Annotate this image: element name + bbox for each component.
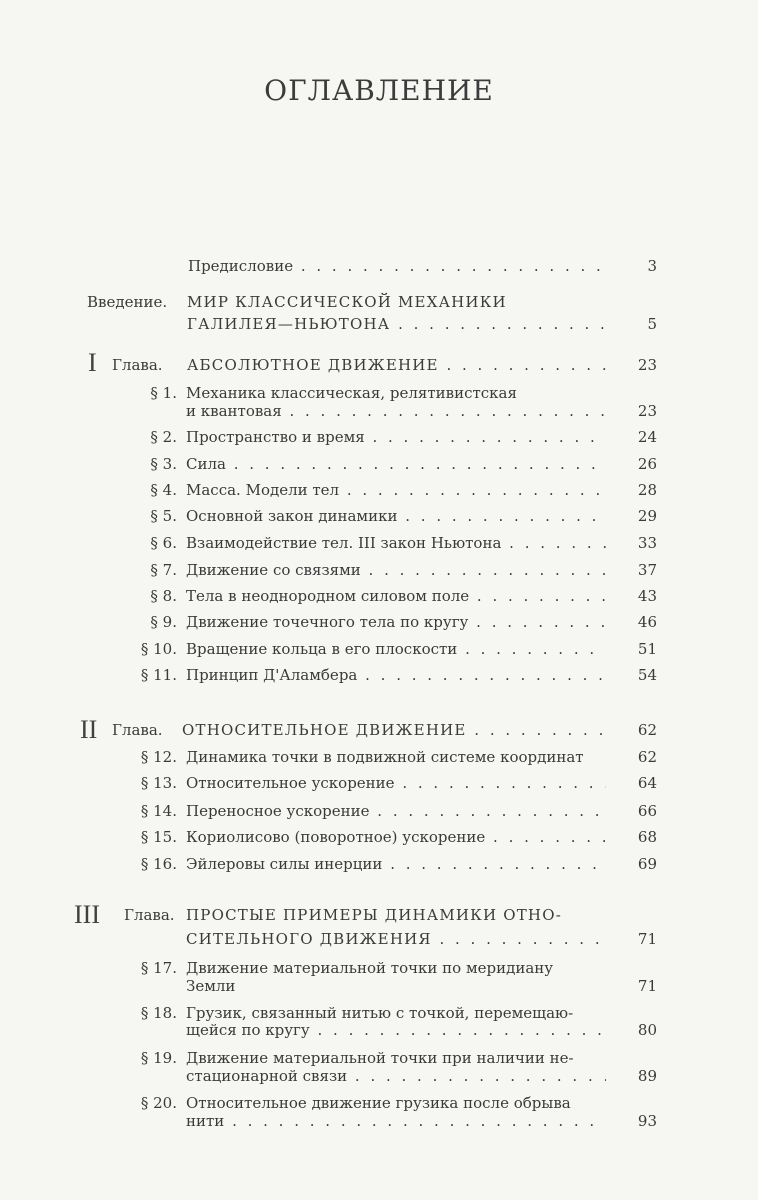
page-number: 62 — [637, 748, 657, 766]
section-entry — [186, 802, 606, 820]
chapter-title: АБСОЛЮТНОЕ ДВИЖЕНИЕ — [187, 356, 439, 374]
page-number: 62 — [637, 721, 657, 739]
page-number: 64 — [637, 774, 657, 792]
section-entry — [186, 507, 606, 525]
section-entry — [186, 640, 606, 658]
section-number: § 4. — [150, 481, 177, 499]
section-title: Вращение кольца в его плоскости — [186, 640, 458, 658]
page-number: 71 — [637, 930, 657, 948]
section-entry — [186, 828, 606, 846]
page-number: 68 — [637, 828, 657, 846]
page-number: 24 — [637, 428, 657, 446]
chapter-heading — [182, 721, 607, 739]
page-number: 66 — [637, 802, 657, 820]
section-title: Основной закон динамики — [186, 507, 398, 525]
section-number: § 14. — [140, 802, 177, 820]
chapter-numeral: II — [80, 715, 98, 744]
chapter-title: ОТНОСИТЕЛЬНОЕ ДВИЖЕНИЕ — [182, 721, 467, 739]
page-number: 93 — [637, 1112, 657, 1130]
entry-label: Предисловие — [188, 257, 294, 275]
page-number: 80 — [637, 1021, 657, 1039]
section-entry — [186, 1021, 606, 1039]
chapter-label: Глава. — [124, 906, 175, 924]
page-number: 89 — [637, 1067, 657, 1085]
section-number: § 3. — [150, 455, 177, 473]
page-number: 33 — [637, 534, 657, 552]
section-number: § 1. — [150, 384, 177, 402]
section-number: § 9. — [150, 613, 177, 631]
page-number: 23 — [637, 402, 657, 420]
intro-label: Введение. — [87, 293, 168, 311]
section-title: Тела в неоднородном силовом поле — [186, 587, 470, 605]
section-title-line2: стационарной связи — [186, 1067, 348, 1085]
page-title: ОГЛАВЛЕНИЕ — [264, 74, 494, 107]
section-entry — [186, 455, 606, 473]
section-title: Взаимодействие тел. III закон Ньютона — [186, 534, 502, 552]
section-entry — [186, 402, 606, 420]
section-number: § 10. — [140, 640, 177, 658]
chapter-label: Глава. — [112, 721, 163, 739]
section-number: § 2. — [150, 428, 177, 446]
section-entry — [186, 561, 606, 579]
chapter-numeral: III — [74, 900, 100, 929]
chapter-heading — [186, 930, 607, 948]
chapter-heading — [187, 356, 607, 374]
section-entry — [186, 855, 606, 873]
section-title-line2: щейся по кругу — [186, 1021, 310, 1039]
chapter-label: Глава. — [112, 356, 163, 374]
page-number: 54 — [637, 666, 657, 684]
section-number: § 15. — [140, 828, 177, 846]
section-title: Принцип Д'Аламбера — [186, 666, 358, 684]
toc-entry-preface — [188, 257, 608, 275]
page-number: 51 — [637, 640, 657, 658]
section-number: § 20. — [140, 1094, 177, 1112]
page-number: 26 — [637, 455, 657, 473]
section-number: § 11. — [140, 666, 177, 684]
section-title: Движение точечного тела по кругу — [186, 613, 469, 631]
page-number: 37 — [637, 561, 657, 579]
section-number: § 6. — [150, 534, 177, 552]
chapter-title-line2: СИТЕЛЬНОГО ДВИЖЕНИЯ — [186, 930, 432, 948]
section-title: Грузик, связанный нитью с точкой, перемещаю- — [186, 1004, 574, 1022]
page-number: 46 — [637, 613, 657, 631]
page-number: 43 — [637, 587, 657, 605]
section-title: Движение материальной точки при наличии не- — [186, 1049, 574, 1067]
toc-entry-intro — [187, 315, 607, 333]
section-title: Пространство и время — [186, 428, 365, 446]
section-title-line2: нити — [186, 1112, 225, 1130]
page-number: 29 — [637, 507, 657, 525]
section-title: Эйлеровы силы инерции — [186, 855, 383, 873]
section-title: Относительное движение грузика после обрыва — [186, 1094, 571, 1112]
chapter-numeral: I — [88, 348, 97, 377]
section-entry — [186, 534, 606, 552]
page-number: 3 — [647, 257, 657, 275]
chapter-title: ПРОСТЫЕ ПРИМЕРЫ ДИНАМИКИ ОТНО- — [186, 906, 562, 924]
section-entry — [186, 587, 606, 605]
section-number: § 16. — [140, 855, 177, 873]
section-number: § 7. — [150, 561, 177, 579]
section-title-line2: Земли — [186, 977, 236, 995]
section-title: Переносное ускорение — [186, 802, 370, 820]
section-title: Динамика точки в подвижной системе координат — [186, 748, 584, 766]
section-title: Кориолисово (поворотное) ускорение — [186, 828, 486, 846]
intro-title-line1: МИР КЛАССИЧЕСКОЙ МЕХАНИКИ — [187, 293, 507, 311]
section-number: § 8. — [150, 587, 177, 605]
page-number: 28 — [637, 481, 657, 499]
section-entry — [186, 1067, 606, 1085]
page-number: 69 — [637, 855, 657, 873]
section-title: Относительное ускорение — [186, 774, 395, 792]
section-entry — [186, 666, 606, 684]
section-entry — [186, 613, 606, 631]
page-number: 23 — [637, 356, 657, 374]
section-number: § 13. — [140, 774, 177, 792]
page-number: 71 — [637, 977, 657, 995]
section-number: § 17. — [140, 959, 177, 977]
section-number: § 19. — [140, 1049, 177, 1067]
section-entry — [186, 428, 606, 446]
section-title: Масса. Модели тел — [186, 481, 340, 499]
section-title: Механика классическая, релятивистская — [186, 384, 517, 402]
intro-title-line2: ГАЛИЛЕЯ—НЬЮТОНА — [187, 315, 391, 333]
page-number: 5 — [647, 315, 657, 333]
section-number: § 5. — [150, 507, 177, 525]
section-title-line2: и квантовая — [186, 402, 282, 420]
section-number: § 18. — [140, 1004, 177, 1022]
section-entry — [186, 481, 606, 499]
section-title: Движение со связями — [186, 561, 361, 579]
section-title: Движение материальной точки по меридиану — [186, 959, 554, 977]
section-title: Сила — [186, 455, 226, 473]
section-entry — [186, 1112, 606, 1130]
section-number: § 12. — [140, 748, 177, 766]
section-entry — [186, 774, 606, 792]
